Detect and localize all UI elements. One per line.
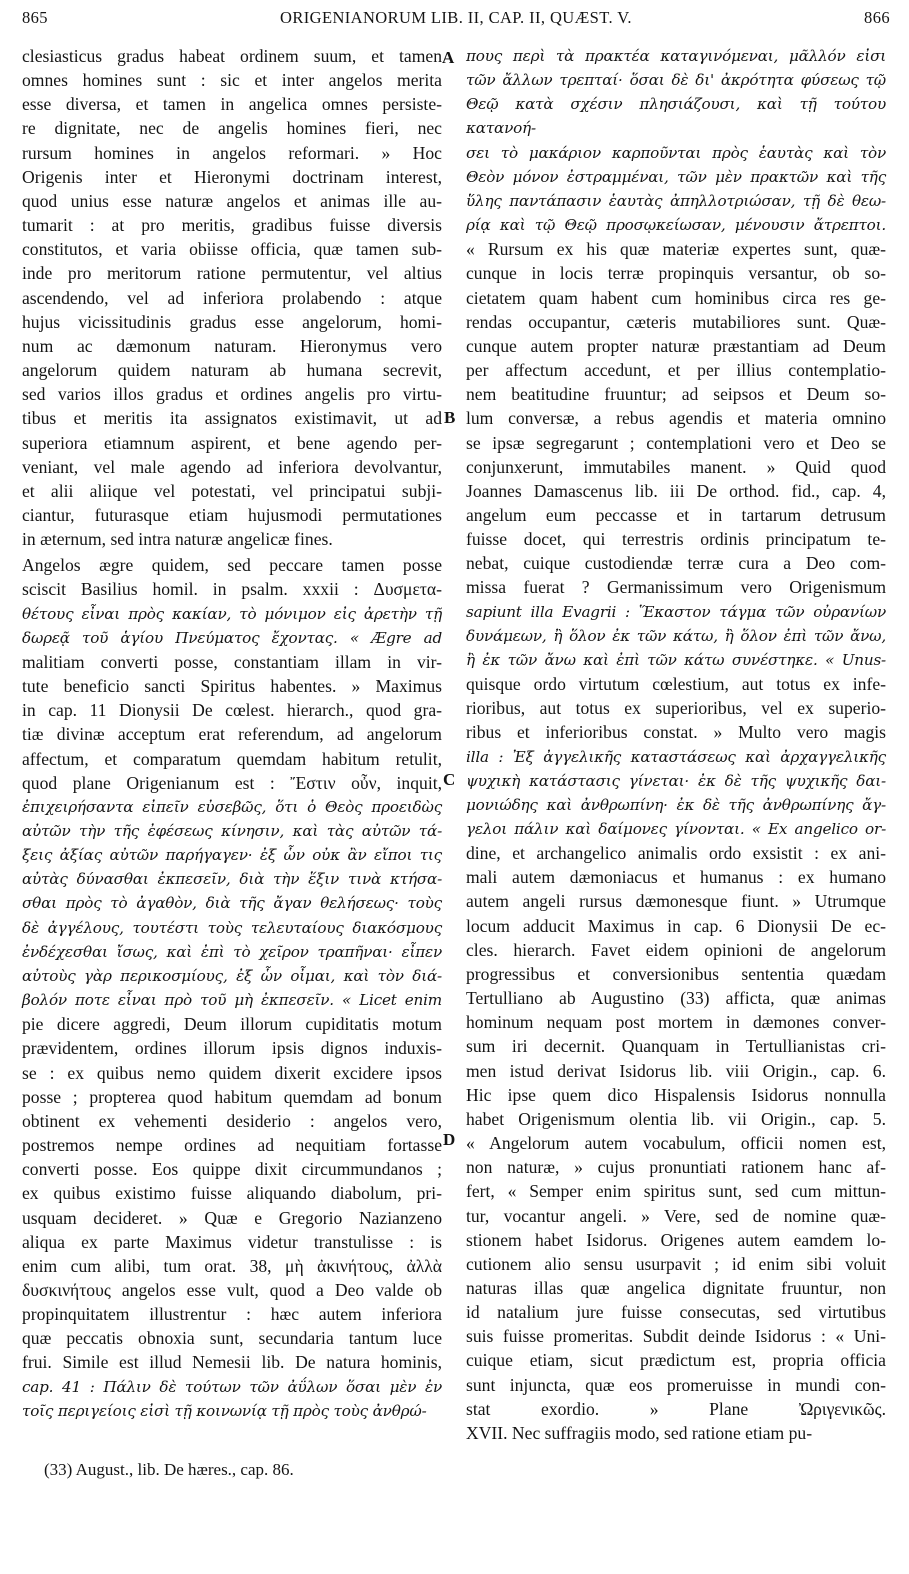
text-line: omnes homines sunt : sic et inter angelos merita [22,70,442,91]
text-line: ciantur, futurasque etiam hujusmodi permutationes [22,504,442,525]
text-line: suis fuisse promeritas. Subdit deinde Isidorus : « Uni- [466,1326,886,1347]
text-line: enim cum alibi, tum orat. 38, μὴ ἀκινήτους, ἀλλὰ [22,1255,442,1276]
text-line: « Angelorum autem vocabulum, officii nomen est, [466,1133,886,1154]
text-line: autem angeli rursus dæmonesque fiunt. » Utrumque [466,891,886,912]
text-line: XVII. Nec suffragiis modo, sed ratione etiam pu- [466,1422,813,1443]
text-line: δωρεᾷ τοῦ ἁγίου Πνεύματος ἔχοντας. « Ægre ad [22,628,442,647]
text-line: constitutos, et varia obiisse officia, quæ tamen sub- [22,239,442,260]
text-line: πους περὶ τὰ πρακτέα καταγινόμεναι, μᾶλλόν εἰσι [466,47,886,65]
text-line: ἐπιχειρήσαντα εἰπεῖν εὐσεβῶς, ὅτι ὁ Θεὸς προειδὼς [22,797,442,816]
text-line: ἢ ἐκ τῶν ἄνω καὶ ἐπὶ τῶν κάτω συνέστηκε. « Unus- [466,650,886,669]
text-line: ἐνδέχεσθαι ἴσως, καὶ ἐπὶ τὸ χεῖρον τραπῆναι· εἶπεν [22,942,442,961]
right-column [466,44,886,1445]
text-line: Θεὸν μόνον ἐστραμμέναι, τῶν μὲν πρακτῶν καὶ τῆς [466,167,886,186]
text-line: hominum nequam post mortem in dæmones conver- [466,1012,886,1033]
text-line: αὐτοὺς γὰρ περικοσμίους, ἐξ ὧν οἶμαι, καὶ τὸν διά- [22,966,442,985]
text-line: dine, et archangelico animalis ordo exsistit : ex ani- [466,843,886,864]
margin-letter-b: B [444,408,456,427]
text-line: prævidentem, ordines illorum ipsis dignos induxis- [22,1038,442,1059]
text-line: esse diversa, et tamen in angelica omnes persiste- [22,94,442,115]
text-line: cuique etiam, sicut prædictum est, propria officia [466,1350,886,1371]
text-line: naturas illas quæ angelica dignitate fruuntur, non [466,1277,886,1298]
text-line: θέτους εἶναι πρὸς κακίαν, τὸ μόνιμον εἰς ἀρετὴν τῇ [22,604,442,623]
text-line: αὐτῶν τὴν τῆς ἐφέσεως κίνησιν, καὶ τὰς αὐτῶν τά- [22,822,442,840]
text-line: cutionem alio sensu usurpavit ; id enim sibi voluit [466,1253,886,1274]
left-column [22,44,442,1423]
text-line: veniant, vel male agendo ad inferiora devolvantur, [22,456,442,477]
text-line: Origenis inter et Hieronymi doctrinam interest, [22,166,442,187]
text-line: in cap. 11 Dionysii De cœlest. hierarch., quod gra- [22,700,442,721]
text-line: inde pro meritorum ratione permutentur, vel altius [22,263,442,284]
text-line: ex quibus existimo fuisse aliquando diabolum, pri- [22,1183,442,1204]
text-line: in æternum, sed intra naturæ angelicæ fines. [22,529,333,550]
text-line: βολόν ποτε εἶναι πρὸ τοῦ μὴ ἐκπεσεῖν. « Licet enim [22,991,442,1010]
text-line: cap. 41 : Πάλιν δὲ τούτων τῶν ἀΰλων ὅσαι μὲν ἐν [22,1377,442,1396]
text-line: et alii aliique vel potestati, vel principatui subji- [22,480,442,501]
footnote: (33) August., lib. De hæres., cap. 86. [44,1460,294,1479]
text-line: tute beneficio sancti Spiritus habentes. » Maximus [22,676,442,697]
text-line: id natalium jure fuisse consecutas, sed virtutibus [466,1302,886,1323]
text-line: rioribus, aut totus ex superioribus, vel ex superio- [466,698,886,719]
text-line: Angelos ægre quidem, sed peccare tamen posse [22,555,442,576]
text-line: sum iri decernit. Quanquam in Tertullianistas cri- [466,1036,886,1057]
text-line: propinquitatem illustrentur : hæc autem inferiora [22,1304,442,1325]
text-line: progressibus et conversionibus sententia quædam [466,963,886,984]
text-line: clesiasticus gradus habeat ordinem suum, et tamen [22,46,442,66]
text-line: μονιώδης καὶ ἀνθρωπίνη· ἐκ δὲ τῆς ἀνθρωπίνης ἄγ- [466,795,886,814]
text-line: δυσκινήτους angelos esse vult, quod a Deo valde ob [22,1279,442,1300]
text-line: tumarit : at pro meritis, gradibus fuisse diversis [22,215,442,236]
text-line: non naturæ, » cujus pronuntiati rationem hanc af- [466,1157,886,1178]
text-line: habet Origenismum olentia lib. vii Origin., cap. 5. [466,1108,886,1129]
text-line: affectum, et comparatum quemdam habitum retulit, [22,748,442,769]
text-line: ρίᾳ καὶ τῷ Θεῷ προσῳκείωσαν, μένουσιν ἄτρεπτοι. [466,216,886,235]
text-line: men istud derivat Isidorus lib. viii Origin., cap. 6. [466,1060,886,1081]
text-line: stat exordio. » Plane Ὠριγενικῶς. [466,1398,886,1419]
text-line: cietatem quam habent cum hominibus circa res ge- [466,287,886,308]
text-line: cles. hierarch. Favet eidem opinioni de angelorum [466,939,886,960]
text-line: sciscit Basilius homil. in psalm. xxxii : Δυσμετα- [22,579,442,600]
text-line: obtinent ex vehementi desiderio : angelos vero, [22,1110,442,1131]
text-line: tiæ divinæ acceptum erat referendum, ad angelorum [22,724,442,745]
text-line: mali autem dæmoniacus et humanus : ex humano [466,867,886,888]
margin-letter-d: D [443,1130,456,1149]
text-line: ascendendo, vel ad inferiora prolabendo : atque [22,287,442,308]
text-line: re dignitate, nec de angelis homines fieri, nec [22,118,442,139]
text-line: tibus et meritis ita assignatos existimavit, ut ad [22,408,442,429]
text-line: conjunxerunt, immutabiles manent. » Quid quod [466,456,886,477]
text-line: « Rursum ex his quæ materiæ expertes sunt, quæ- [466,239,886,260]
text-line: cunque autem propter naturæ præstantiam ad Deum [466,335,886,356]
text-line: ψυχικὴ κατάστασις γίνεται· ἐκ δὲ τῆς ψυχικῆς δαι- [466,771,886,790]
text-line: num ac dæmonum naturam. Hieronymus vero [22,335,442,356]
text-line: usquam decideret. » Quæ e Gregorio Nazianzeno [22,1207,442,1228]
text-line: sunt injuncta, quæ eos promeruisse in mundi con- [466,1374,886,1395]
text-line: per affectum accedunt, et per illius contemplatio- [466,360,886,381]
text-line: τῶν ἄλλων τρεπταί· ὅσαι δὲ δι' ἀκρότητα φύσεως τῷ [466,71,886,90]
margin-letter-a: A [442,48,455,67]
text-line: hujus vicissitudinis gradus esse angelorum, homi- [22,311,442,332]
text-line: γελοι πάλιν καὶ δαίμονες γίνονται. « Ex angelico or- [466,820,886,838]
text-line: posse ; propterea quod habitum quemdam ad bonum [22,1086,442,1107]
text-line: missa fuerat ? Germanissimum vero Origenismum [466,577,886,598]
text-line: converti posse. Eos quippe dixit circummundanos ; [22,1159,442,1180]
text-line: nebat, cuique custodiendæ terræ cura a Deo com- [466,553,886,574]
text-line: σθαι πρὸς τὸ ἀγαθὸν, διὰ τῆς ἄγαν θελήσεως· τοὺς [22,894,442,913]
text-line: αὐτὰς δύνασθαι ἐκπεσεῖν, διὰ τὴν ἕξιν τινὰ κτήσα- [22,870,442,889]
text-line: ὕλης παντάπασιν ἑαυτὰς ἀπηλλοτριώσαν, τῇ δὲ θεω- [466,191,886,210]
text-line: δὲ ἀγγέλους, τουτέστι τοὺς τελευταίους διακόσμους [22,918,442,937]
text-line: lum conversæ, a rebus agendis et materia omnino [466,408,886,429]
text-line: rursum homines in angelos reformari. » Hoc [22,142,442,163]
text-line: aliqua ex parte Maximus videtur transtulisse : is [22,1231,442,1252]
margin-letter-c: C [443,770,456,789]
page-number-right: 866 [864,8,890,27]
text-line: fert, « Semper enim spiritus sunt, sed cum mittun- [466,1181,886,1202]
text-line: superiora etiamnum aspirent, et bene agendo per- [22,432,442,453]
running-title: ORIGENIANORUM LIB. II, CAP. II, QUÆST. V. [280,8,632,27]
text-line: ribus et inferioribus constat. » Multo vero magis [466,722,886,743]
text-line: pie dicere aggredi, Deum illorum cupiditatis motum [22,1014,442,1035]
text-line: quod plane Origenianum est : Ἔστιν οὖν, inquit, [22,772,442,793]
text-line: quæ peccatis obnoxia sunt, secundaria tantum luce [22,1328,442,1349]
text-line: se ipsæ segregarunt ; contemplationi vero et Deo se [466,432,886,453]
text-line: tur, vocantur angeli. » Vere, sed de nomine quæ- [466,1205,886,1226]
text-line: quod unius esse naturæ angelos et animas ille au- [22,190,442,211]
text-line: frui. Simile est illud Nemesii lib. De natura hominis, [22,1352,442,1373]
page-number-left: 865 [22,8,48,27]
text-line: sed varios illos gradus et ordines angelis pro virtu- [22,384,442,405]
text-line: Hic ipse quem dico Hispalensis Isidorus nonnulla [466,1084,886,1105]
running-header [22,8,890,32]
text-line: cunque in locis terræ propinquis versantur, ob so- [466,263,886,284]
text-line: malitiam converti posse, constantiam illam in vir- [22,651,442,672]
text-line: stionem habet Isidorus. Origenes autem eamdem lo- [466,1229,886,1250]
text-line: Joannes Damascenus lib. iii De orthod. fid., cap. 4, [466,480,886,501]
text-line: illa : Ἐξ ἀγγελικῆς καταστάσεως καὶ ἀρχαγγελικῆς [466,747,886,766]
text-line: σει τὸ μακάριον καρποῦνται πρὸς ἑαυτὰς καὶ τὸν [466,143,886,162]
text-line: Θεῷ κατὰ σχέσιν πλησιάζουσι, καὶ τῇ τούτου κατανοή- [466,95,886,138]
text-line: locum adducit Maximus in cap. 6 Dionysii De ec- [466,915,886,936]
text-line: δυνάμεων, ἢ ὅλον ἐκ τῶν κάτω, ἢ ὅλον ἐπὶ τῶν ἄνω, [466,626,886,645]
text-line: postremos nempe ordines ad nequitiam fortasse [22,1135,442,1156]
text-line: angelorum quidem naturam ab humana secrevit, [22,360,442,381]
text-line: rendas occupantur, cæteris mutabiliores sunt. Quæ- [466,311,886,332]
text-line: se : ex quibus nemo quidem dixerit excidere ipsos [22,1062,442,1083]
text-line: τοῖς περιγείοις εἰσὶ τῇ κοινωνίᾳ τῇ πρὸς τοὺς ἀνθρώ- [22,1401,427,1420]
text-line: ξεις ἀξίας αὐτῶν παρήγαγεν· ἐξ ὧν οὐκ ἂν εἴποι τις [22,846,442,865]
text-line: Tertulliano ab Augustino (33) afficta, quæ animas [466,988,886,1009]
text-line: quisque ordo virtutum cœlestium, aut totus ex infe- [466,674,886,695]
text-line: nem beatitudine fruuntur; ad seipsos et Deum so- [466,384,886,405]
text-line: sapiunt illa Evagrii : Ἕκαστον τάγμα τῶν οὐρανίων [466,602,886,621]
text-line: angelum eum peccasse et in tartarum detrusum [466,504,886,525]
text-line: fuisse docet, qui terrestris ordinis principatum te- [466,529,886,550]
